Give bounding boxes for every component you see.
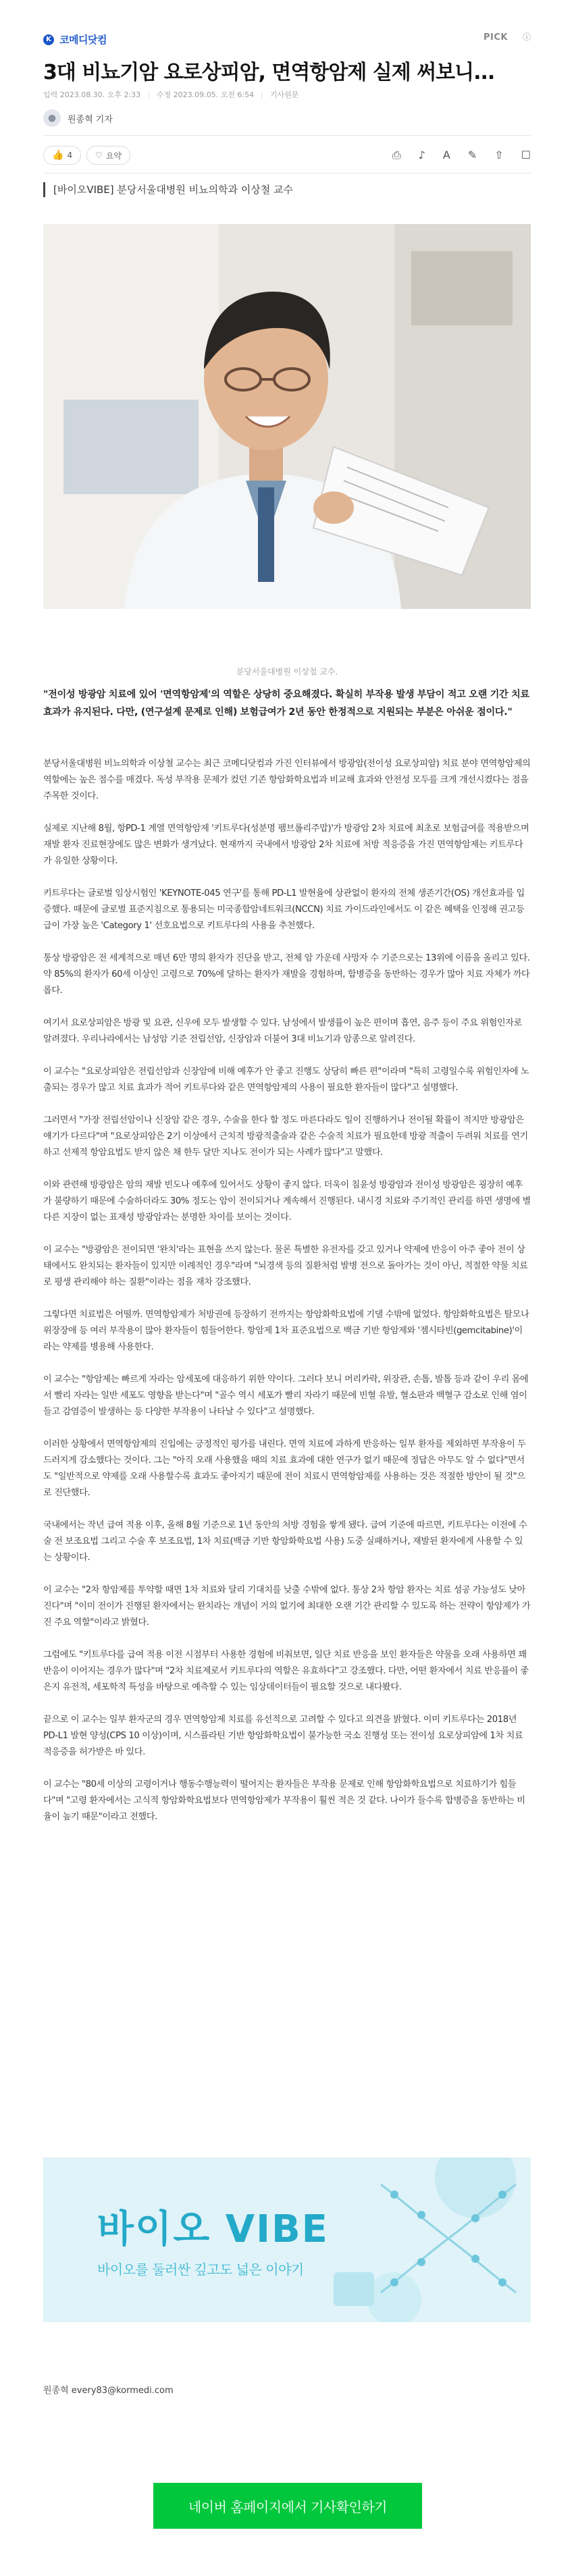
paragraph: 실제로 지난해 8월, 항PD-1 계열 면역항암제 '키트루다(성분명 펨브롤리주맙)'가 방광암 2차 치료에 최초로 보험급여를 적용받으며 재발 환자 진료현장에도 많은 변화가 생겨났다. 현재까지 국내에서 방광암 2차 치료에 처방 적응증을 가진 면역항암제는 키트루다가 유일한 상황이다. <box>43 824 529 866</box>
article-meta <box>43 89 298 100</box>
reporter-byline: 원종혁 every83@kormedi.com <box>43 2386 174 2396</box>
reaction-button[interactable] <box>43 146 81 165</box>
photo-caption: 분당서울대병원 이상철 교수. <box>236 667 338 676</box>
paragraph: 그러면서 "가장 전립선암이나 신장암 같은 경우, 수술을 한다 할 정도 마른다라도 일이 진행하거나 전이될 확률이 적지만 방광암은 얘기가 다르다"며 "요로상피암은 2기 이상에서 근치적 방광적출술과 같은 수술적 치료가 필요한데 방광 적출이 두려워 치료를 연기하고 선제적 항암요법도 받지 않은 채 한두 달만 지나도 전이가 되는 사례가 많다"고 말했다. <box>43 1115 528 1158</box>
published-date: 입력 2023.08.30. 오후 2:33 <box>43 90 141 99</box>
naver-article-button[interactable]: 네이버 홈페이지에서 기사확인하기 <box>153 2483 422 2529</box>
reaction-icon: 👍 <box>52 150 64 161</box>
font-size-icon[interactable]: A <box>442 149 450 161</box>
summary-button[interactable] <box>86 146 130 165</box>
paragraph: 분당서울대병원 비뇨의학과 이상철 교수는 최근 코메디닷컴과 가진 인터뷰에서 방광암(전이성 요로상피암) 치료 분야 면역항암제의 역할에는 높은 점수를 매겼다. 독성 부작용 문제가 컸던 기존 항암화학요법과 비교해 효과와 안전성 모두를 크게 개선시켰다는 점을 주목한 것이다. <box>43 759 531 801</box>
avatar: ● <box>43 109 61 127</box>
paragraph: 통상 방광암은 전 세계적으로 매년 6만 명의 환자가 진단을 받고, 전체 암 가운데 사망자 수 기준으로는 13위에 이름을 올리고 있다. 약 85%의 환자가 60세 이상인 고령으로 70%에 달하는 환자가 재발을 경험하며, 합병증을 동반하는 경우가 많아 치료 자체가 까다롭다. <box>43 953 530 996</box>
summary-label: 요약 <box>105 151 122 161</box>
author-name[interactable]: 원종혁 기자 <box>68 114 113 125</box>
paragraph: 이 교수는 "항암제는 빠르게 자라는 암세포에 대응하기 위한 약이다. 그러다 보니 머리카락, 위장관, 손톱, 발톱 등과 같이 우리 몸에서 빨리 자라는 일반 세포도 영향을 받는다"며 "골수 역시 세포가 빨리 자라기 때문에 빈혈 유발, 혈소판과 백혈구 감소로 인해 염이 들고 감염증이 발생하는 등 다양한 부작용이 나타날 수 있다"고 설명했다. <box>43 1374 529 1417</box>
paragraph: 이러한 상황에서 면역항암제의 진입에는 긍정적인 평가를 내린다. 면역 치료에 과하게 반응하는 일부 환자를 제외하면 부작용이 두드러지게 감소했다는 것이다. 그는 "아직 오래 사용했을 때의 치료 효과에 대한 연구가 없기 때문에 정답은 아무도 알 수 없다"면서도 "일반적으로 약제를 오래 사용할수록 효과도 좋아지기 때문에 전이 치료시 면역항암제를 사용하는 것은 적절한 방안이 될 것"으로 진단했다. <box>43 1439 526 1498</box>
bookmark-icon[interactable]: ☐ <box>521 149 531 161</box>
paragraph: 여기서 요로상피암은 방광 및 요관, 신우에 모두 발생할 수 있다. 남성에서 발생률이 높은 편이며 흡연, 음주 등이 주요 위험인자로 알려졌다. 우리나라에서는 남성암 기준 전립선암, 신장암과 더불어 3대 비뇨기과 암종으로 알려진다. <box>43 1018 522 1044</box>
article-body <box>43 756 531 1842</box>
paragraph: 끝으로 이 교수는 일부 환자군의 경우 면역항암제 치료를 유선적으로 고려할 수 있다고 의견을 밝혔다. 이미 키트루다는 2018년 PD-L1 발현 양성(CPS 10 이상)이며, 시스플라틴 기반 항암화학요법이 불가능한 국소 진행성 또는 전이성 요로상피암에 1차 치료 적응증을 허가받은 바 있다. <box>43 1715 523 1757</box>
divider <box>43 135 531 136</box>
logo-mark: K <box>43 34 54 45</box>
meta-divider: | <box>147 90 150 99</box>
info-icon[interactable]: ⓘ <box>522 32 531 42</box>
paragraph: 이 교수는 "80세 이상의 고령이거나 행동수행능력이 떨어지는 환자들은 부작용 문제로 인해 항암화학요법으로 치료하기가 힘들다"며 "고령 환자에서는 고식적 항암화학요법보다 면역항암제가 부작용이 훨씬 적은 것 같다. 나이가 들수록 합병증을 동반하는 비율이 높기 때문"이라고 전했다. <box>43 1779 525 1822</box>
comment-icon: ♡ <box>95 151 103 160</box>
banner-subtitle: 바이오를 둘러싼 깊고도 넓은 이야기 <box>97 2261 304 2278</box>
paragraph: 이와 관련해 방광암은 암의 재발 빈도나 예후에 있어서도 상황이 좋지 않다. 더욱이 침윤성 방광암과 전이성 방광암은 굉장히 예후가 불량하기 때문에 수술하더라도 30% 정도는 암이 전이되거나 계속해서 진행된다. 내시경 치료와 주기적인 관리를 하면 생명에 별다른 지장이 없는 표재성 방광암과는 분명한 차이를 보이는 것이다. <box>43 1180 531 1223</box>
site-header <box>0 0 574 45</box>
article-subtitle: [바이오VIBE] 분당서울대병원 비뇨의학과 이상철 교수 <box>43 182 293 197</box>
site-logo[interactable] <box>43 32 107 47</box>
reaction-count: 4 <box>67 151 73 160</box>
lead-quote: "전이성 방광암 치료에 있어 '면역항암제'의 역할은 상당히 중요해졌다. 확실히 부작용 발생 부담이 적고 오랜 기간 치료 효과가 유지된다. 다만, (연구설계 문제로 인해) 보험급여가 2년 동안 한정적으로 지원되는 부분은 아쉬운 점이다." <box>43 689 529 718</box>
pick-label[interactable]: PICK <box>484 32 508 43</box>
paragraph: 그렇다면 치료법은 어떨까. 면역항암제가 처방권에 등장하기 전까지는 항암화학요법에 기댈 수밖에 없었다. 항암화학요법은 탈모나 위장장애 등 여러 부작용이 많아 환자들이 힘들어한다. 항암제 1차 표준요법으로 백금 기반 항암제와 '젬시타빈(gemcitabine)'이라는 약제를 병용해 사용한다. <box>43 1310 529 1352</box>
subscribe-icon[interactable]: ✎ <box>467 149 477 161</box>
paragraph: 이 교수는 "요로상피암은 전립선암과 신장암에 비해 예후가 안 좋고 진행도 상당히 빠른 편"이라며 "특히 고령일수록 위험인자에 노출되는 경우가 많고 치료 효과가 적어 키트루다와 같은 면역항암제의 사용이 필요한 환자들이 많다"고 설명했다. <box>43 1067 529 1093</box>
original-link[interactable]: 기사원문 <box>269 90 299 99</box>
modified-date: 수정 2023.09.05. 오전 6:54 <box>156 90 255 99</box>
author-row[interactable] <box>43 109 113 127</box>
listen-icon[interactable]: ♪ <box>418 149 425 161</box>
paragraph: 키트루다는 글로벌 임상시험인 'KEYNOTE-045 연구'를 통해 PD-L1 발현율에 상관없이 환자의 전체 생존기간(OS) 개선효과를 입증했다. 때문에 글로벌 표준지침으로 통용되는 미국종합암네트워크(NCCN) 치료 가이드라인에서도 이 같은 혜택을 인정해 권고등급이 가장 높은 'Category 1' 선호요법으로 키트루다의 사용을 추천했다. <box>43 888 525 931</box>
action-bar <box>43 142 531 169</box>
tool-icons <box>392 149 531 162</box>
paragraph: 이 교수는 "방광암은 전이되면 '완치'라는 표현을 쓰지 않는다. 물론 특별한 유전자를 갖고 있거나 약제에 반응이 아주 좋아 전이 상태에서도 완치되는 환자들이 있지만 이례적인 경우"라며 "뇌경색 등의 질환처럼 발병 전으로 돌아가는 것이 아닌, 적절한 약물 치료로 평생 관리해야 하는 질환"이라는 점을 재차 강조했다. <box>43 1245 528 1287</box>
paragraph: 이 교수는 "2차 항암제를 투약할 때면 1차 치료와 달리 기대치를 낮출 수밖에 없다. 통상 2차 항암 환자는 치료 성공 가능성도 낮아진다"며 "이미 전이가 진행된 환자에서는 완치라는 개념이 거의 없기에 최대한 오랜 기간 관리할 수 있도록 하는 전략이 항암제가 가진 주요 역할"이라고 밝혔다. <box>43 1585 531 1628</box>
meta-divider: | <box>261 90 263 99</box>
doctor-photo-illustration <box>43 224 531 609</box>
logo-text: 코메디닷컴 <box>59 34 107 46</box>
paragraph: 국내에서는 작년 급여 적용 이후, 올해 8월 기준으로 1년 동안의 처방 경험을 쌓게 됐다. 급여 기준에 따르면, 키트루다는 이전에 수술 전 보조요법 그리고 수술 후 보조요법, 1차 치료(백금 기반 항암화학요법 사용) 도중 실패하거나, 재발된 환자에게 사용할 수 있는 상황이다. <box>43 1520 527 1563</box>
banner-title: 바이오 VIBE <box>97 2207 329 2251</box>
share-icon[interactable]: ⇧ <box>494 149 504 161</box>
article-title: 3대 비뇨기암 요로상피암, 면역항암제 실제 써보니... <box>43 61 495 84</box>
paragraph: 그럼에도 "키트루다를 급여 적용 이전 시점부터 사용한 경험에 비춰보면, 일단 치료 반응을 보인 환자들은 약물을 오래 사용하면 꽤 반응이 이어지는 경우가 많다"며 "2차 치료제로서 키트루다의 역할은 유효하다"고 강조했다. 다만, 어떤 환자에서 치료 반응률이 좋은지 유전적, 세포학적 특성을 바탕으로 예측할 수 있는 임상데이터들이 필요할 것으로 내다봤다. <box>43 1650 529 1692</box>
doctor-photo <box>43 224 531 609</box>
print-icon[interactable]: ⎙ <box>392 149 401 161</box>
bio-vibe-banner[interactable] <box>43 2157 531 2322</box>
